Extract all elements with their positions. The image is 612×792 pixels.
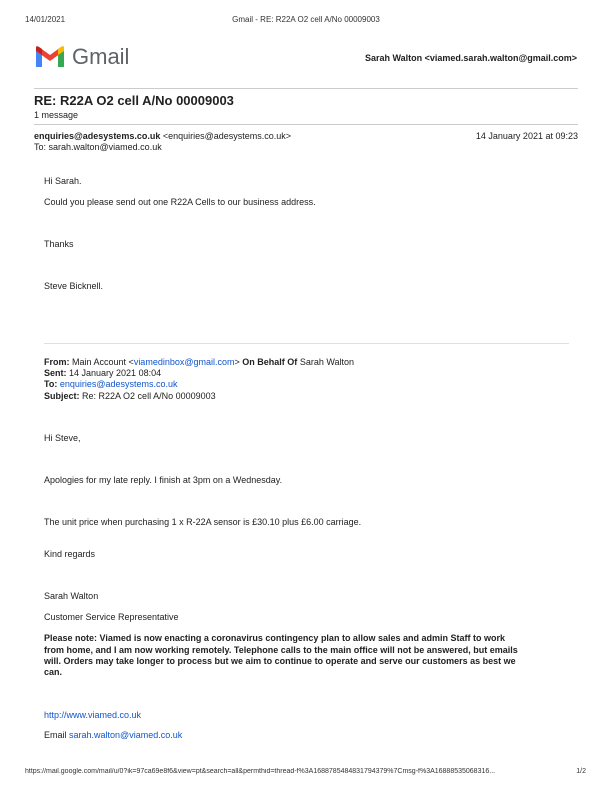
notice-line [44, 633, 505, 643]
signature-name: Sarah Walton [44, 591, 99, 601]
sender-full: <enquiries@adesystems.co.uk> [162, 131, 292, 141]
quoted-subject-label: Subject: [44, 391, 80, 401]
header-divider [34, 88, 578, 89]
quoted-sent-value: 14 January 2021 08:04 [69, 368, 162, 378]
subject-divider [34, 124, 578, 125]
quoted-from-tail: > [234, 357, 240, 367]
quoted-sent [44, 368, 161, 378]
quoted-apology: Apologies for my late reply. I finish at 3pm on a Wednesday. [44, 475, 283, 485]
gmail-logo [34, 45, 66, 74]
signature-title: Customer Service Representative [44, 612, 179, 622]
notice-label: Please note: [44, 633, 98, 643]
gmail-wordmark: Gmail [72, 44, 130, 69]
notice-text-2: from home, and I am now working remotely. Telephone calls to the main office will not be answered, but emails [44, 645, 518, 655]
email-label: Email [44, 730, 67, 740]
recipient: To: sarah.walton@viamed.co.uk [34, 142, 162, 152]
print-footer-url: https://mail.google.com/mail/u/0?ik=97ca69e8f6&view=pt&search=all&permthid=thread-f%3A1688785484831794379%7Cmsg-f%3A16888535068316... [25, 768, 496, 775]
body-signature: Steve Bicknell. [44, 281, 104, 291]
notice-text-3: will. Orders may take longer to process but we aim to continue to operate and serve our customers as best we [44, 656, 516, 666]
quoted-subject-value: Re: R22A O2 cell A/No 00009003 [82, 391, 216, 401]
quoted-sent-label: Sent: [44, 368, 67, 378]
website-link[interactable]: http://www.viamed.co.uk [44, 710, 142, 720]
sender [34, 131, 291, 141]
print-title: Gmail - RE: R22A O2 cell A/No 00009003 [232, 15, 380, 24]
message-date: 14 January 2021 at 09:23 [475, 131, 578, 141]
quoted-regards: Kind regards [44, 549, 96, 559]
quoted-to-label: To: [44, 379, 58, 389]
body-greeting: Hi Sarah. [44, 176, 82, 186]
body-line: Could you please send out one R22A Cells to our business address. [44, 197, 316, 207]
message-count: 1 message [34, 110, 79, 120]
quoted-subject [44, 391, 216, 401]
notice-text-4: can. [44, 667, 63, 677]
quoted-to [44, 379, 178, 389]
thread-subject: RE: R22A O2 cell A/No 00009003 [34, 93, 234, 108]
body-thanks: Thanks [44, 239, 74, 249]
quoted-from-label: From: [44, 357, 70, 367]
email-link[interactable]: sarah.walton@viamed.co.uk [69, 730, 183, 740]
quoted-from-link[interactable]: viamedinbox@gmail.com [133, 357, 235, 367]
quoted-behalf-name: Sarah Walton [299, 357, 355, 367]
quoted-greeting: Hi Steve, [44, 433, 81, 443]
quoted-from [44, 357, 354, 367]
quoted-from-name: Main Account < [72, 357, 134, 367]
quoted-behalf-label: On Behalf Of [242, 357, 298, 367]
email-line [44, 730, 182, 740]
quote-divider [44, 343, 569, 344]
print-page-number: 1/2 [576, 768, 586, 775]
notice-text-1: Viamed is now enacting a coronavirus contingency plan to allow sales and admin Staff to work [99, 633, 505, 643]
quoted-price: The unit price when purchasing 1 x R-22A sensor is £30.10 plus £6.00 carriage. [44, 517, 362, 527]
account-user: Sarah Walton <viamed.sarah.walton@gmail.com> [364, 53, 577, 63]
print-date: 14/01/2021 [25, 15, 66, 24]
quoted-to-link[interactable]: enquiries@adesystems.co.uk [59, 379, 178, 389]
sender-email: enquiries@adesystems.co.uk [34, 131, 161, 141]
gmail-m-icon [34, 45, 66, 69]
